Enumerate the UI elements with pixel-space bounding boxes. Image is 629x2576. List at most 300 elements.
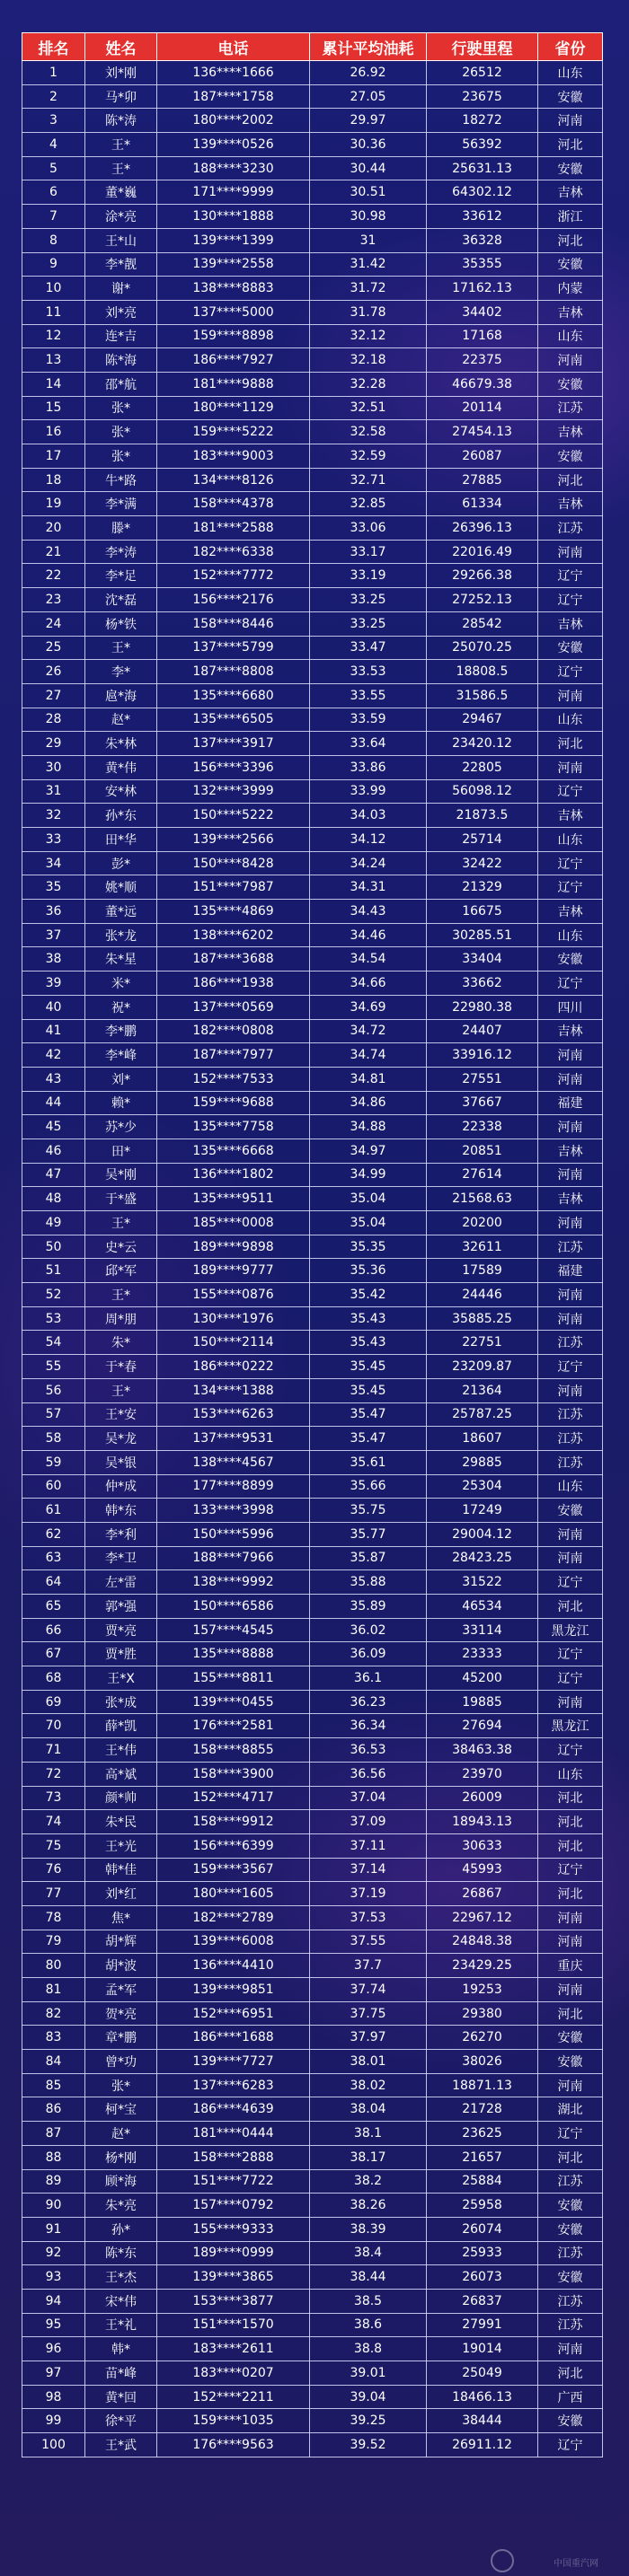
cell-rank: 21 [22, 540, 85, 564]
cell-rank: 34 [22, 851, 85, 875]
cell-name: 安*林 [85, 779, 157, 804]
cell-mileage: 33662 [427, 971, 538, 996]
cell-avg-fuel: 34.97 [310, 1139, 427, 1163]
cell-mileage: 31586.5 [427, 683, 538, 708]
cell-mileage: 18943.13 [427, 1810, 538, 1834]
cell-name: 李*鹏 [85, 1019, 157, 1043]
cell-rank: 29 [22, 732, 85, 756]
table-row [22, 1714, 603, 1738]
table-row [22, 1355, 603, 1379]
cell-mileage: 34402 [427, 300, 538, 324]
cell-province: 安徽 [538, 372, 603, 396]
cell-province: 河南 [538, 1690, 603, 1714]
cell-mileage: 28542 [427, 611, 538, 636]
cell-province: 吉林 [538, 900, 603, 924]
cell-name: 史*云 [85, 1235, 157, 1259]
cell-name: 王*杰 [85, 2265, 157, 2290]
table-row [22, 1810, 603, 1834]
cell-mileage: 22980.38 [427, 995, 538, 1019]
table-row [22, 1762, 603, 1786]
cell-name: 祝* [85, 995, 157, 1019]
cell-name: 王*山 [85, 228, 157, 252]
cell-mileage: 29266.38 [427, 564, 538, 588]
table-row [22, 324, 603, 348]
cell-province: 河北 [538, 468, 603, 492]
cell-mileage: 26087 [427, 444, 538, 469]
cell-avg-fuel: 35.61 [310, 1450, 427, 1474]
cell-rank: 59 [22, 1450, 85, 1474]
cell-avg-fuel: 34.31 [310, 875, 427, 900]
cell-rank: 87 [22, 2122, 85, 2146]
cell-rank: 58 [22, 1427, 85, 1451]
cell-avg-fuel: 35.43 [310, 1306, 427, 1331]
cell-name: 仲*成 [85, 1474, 157, 1499]
cell-phone: 186****0222 [157, 1355, 310, 1379]
cell-phone: 137****0569 [157, 995, 310, 1019]
table-row [22, 636, 603, 660]
cell-province: 河南 [538, 1211, 603, 1235]
cell-name: 刘*刚 [85, 61, 157, 85]
cell-phone: 186****1688 [157, 2026, 310, 2050]
cell-rank: 72 [22, 1762, 85, 1786]
cell-mileage: 38026 [427, 2050, 538, 2074]
cell-mileage: 22016.49 [427, 540, 538, 564]
cell-mileage: 37667 [427, 1091, 538, 1115]
cell-province: 辽宁 [538, 660, 603, 684]
table-row [22, 1474, 603, 1499]
cell-phone: 137****5000 [157, 300, 310, 324]
cell-name: 王* [85, 1211, 157, 1235]
cell-mileage: 32422 [427, 851, 538, 875]
cell-mileage: 21364 [427, 1378, 538, 1402]
cell-rank: 6 [22, 180, 85, 205]
cell-mileage: 29380 [427, 2001, 538, 2026]
table-row [22, 923, 603, 947]
table-row [22, 1378, 603, 1402]
cell-name: 周*朋 [85, 1306, 157, 1331]
cell-rank: 42 [22, 1043, 85, 1068]
cell-avg-fuel: 35.04 [310, 1187, 427, 1211]
table-row [22, 2433, 603, 2457]
cell-avg-fuel: 38.39 [310, 2217, 427, 2241]
cell-phone: 176****9563 [157, 2433, 310, 2457]
cell-avg-fuel: 38.04 [310, 2097, 427, 2122]
cell-phone: 156****3396 [157, 755, 310, 779]
cell-rank: 48 [22, 1187, 85, 1211]
table-row [22, 779, 603, 804]
cell-phone: 183****0207 [157, 2361, 310, 2386]
cell-name: 李*满 [85, 492, 157, 516]
cell-rank: 85 [22, 2073, 85, 2097]
cell-name: 赵* [85, 708, 157, 732]
cell-phone: 130****1976 [157, 1306, 310, 1331]
cell-mileage: 35885.25 [427, 1306, 538, 1331]
cell-phone: 187****1758 [157, 84, 310, 109]
cell-rank: 15 [22, 396, 85, 420]
cell-phone: 155****0876 [157, 1283, 310, 1307]
cell-avg-fuel: 30.44 [310, 156, 427, 180]
table-row [22, 1450, 603, 1474]
cell-mileage: 27614 [427, 1163, 538, 1187]
cell-rank: 56 [22, 1378, 85, 1402]
cell-province: 河南 [538, 1522, 603, 1546]
cell-province: 山东 [538, 1474, 603, 1499]
cell-avg-fuel: 29.97 [310, 109, 427, 133]
cell-rank: 61 [22, 1499, 85, 1523]
cell-mileage: 22375 [427, 348, 538, 373]
cell-rank: 4 [22, 133, 85, 157]
cell-mileage: 29885 [427, 1450, 538, 1474]
cell-mileage: 23420.12 [427, 732, 538, 756]
cell-phone: 157****0792 [157, 2194, 310, 2218]
cell-rank: 5 [22, 156, 85, 180]
cell-name: 扈*海 [85, 683, 157, 708]
cell-rank: 2 [22, 84, 85, 109]
cell-name: 李*足 [85, 564, 157, 588]
cell-rank: 67 [22, 1642, 85, 1666]
cell-mileage: 29004.12 [427, 1522, 538, 1546]
cell-phone: 152****6951 [157, 2001, 310, 2026]
cell-mileage: 23429.25 [427, 1954, 538, 1978]
cell-avg-fuel: 32.12 [310, 324, 427, 348]
cell-province: 河北 [538, 1810, 603, 1834]
cell-avg-fuel: 35.35 [310, 1235, 427, 1259]
table-row [22, 588, 603, 612]
cell-phone: 180****2002 [157, 109, 310, 133]
cell-province: 河北 [538, 732, 603, 756]
cell-phone: 158****8446 [157, 611, 310, 636]
cell-name: 韩*东 [85, 1499, 157, 1523]
cell-mileage: 46679.38 [427, 372, 538, 396]
cell-phone: 155****8811 [157, 1666, 310, 1691]
table-row [22, 2217, 603, 2241]
cell-province: 河南 [538, 1546, 603, 1570]
cell-province: 吉林 [538, 180, 603, 205]
cell-phone: 183****2611 [157, 2337, 310, 2361]
cell-phone: 150****5996 [157, 1522, 310, 1546]
cell-avg-fuel: 31.78 [310, 300, 427, 324]
cell-rank: 81 [22, 1978, 85, 2002]
cell-province: 河南 [538, 1930, 603, 1954]
cell-rank: 49 [22, 1211, 85, 1235]
cell-name: 张* [85, 444, 157, 469]
cell-name: 李*利 [85, 1522, 157, 1546]
cell-rank: 27 [22, 683, 85, 708]
cell-province: 辽宁 [538, 875, 603, 900]
cell-avg-fuel: 34.66 [310, 971, 427, 996]
table-row [22, 2289, 603, 2313]
cell-rank: 14 [22, 372, 85, 396]
table-row [22, 1690, 603, 1714]
cell-name: 陈*涛 [85, 109, 157, 133]
cell-mileage: 25304 [427, 1474, 538, 1499]
cell-phone: 182****2789 [157, 1905, 310, 1930]
watermark-logo-icon [491, 2549, 514, 2572]
cell-name: 于*春 [85, 1355, 157, 1379]
cell-name: 陈*海 [85, 348, 157, 373]
cell-province: 辽宁 [538, 1666, 603, 1691]
cell-avg-fuel: 31.42 [310, 252, 427, 277]
table-row [22, 611, 603, 636]
cell-avg-fuel: 32.59 [310, 444, 427, 469]
cell-province: 江苏 [538, 396, 603, 420]
cell-phone: 187****7977 [157, 1043, 310, 1068]
cell-rank: 96 [22, 2337, 85, 2361]
cell-province: 安徽 [538, 636, 603, 660]
cell-province: 辽宁 [538, 2122, 603, 2146]
cell-avg-fuel: 36.53 [310, 1738, 427, 1763]
cell-province: 吉林 [538, 492, 603, 516]
cell-province: 河北 [538, 2145, 603, 2169]
table-row [22, 1833, 603, 1858]
cell-name: 朱* [85, 1331, 157, 1355]
cell-name: 王*安 [85, 1402, 157, 1427]
cell-province: 辽宁 [538, 1858, 603, 1882]
table-row [22, 995, 603, 1019]
table-row [22, 1858, 603, 1882]
cell-phone: 158****9912 [157, 1810, 310, 1834]
cell-name: 王* [85, 133, 157, 157]
table-row [22, 1115, 603, 1139]
cell-avg-fuel: 35.66 [310, 1474, 427, 1499]
table-row [22, 1427, 603, 1451]
cell-phone: 157****4545 [157, 1618, 310, 1642]
table-row [22, 1235, 603, 1259]
cell-name: 董*远 [85, 900, 157, 924]
table-row [22, 828, 603, 852]
cell-phone: 181****2588 [157, 516, 310, 541]
cell-phone: 136****1802 [157, 1163, 310, 1187]
cell-province: 辽宁 [538, 779, 603, 804]
cell-phone: 187****8808 [157, 660, 310, 684]
table-row [22, 2050, 603, 2074]
cell-name: 朱*星 [85, 947, 157, 971]
cell-name: 颜*帅 [85, 1786, 157, 1810]
cell-mileage: 17249 [427, 1499, 538, 1523]
cell-rank: 57 [22, 1402, 85, 1427]
cell-phone: 152****7533 [157, 1067, 310, 1091]
cell-name: 胡*波 [85, 1954, 157, 1978]
header-mileage: 行驶里程 [427, 33, 538, 61]
cell-avg-fuel: 34.46 [310, 923, 427, 947]
cell-name: 姚*顺 [85, 875, 157, 900]
cell-avg-fuel: 38.1 [310, 2122, 427, 2146]
cell-province: 河南 [538, 540, 603, 564]
table-row [22, 1402, 603, 1427]
cell-avg-fuel: 32.28 [310, 372, 427, 396]
table-row [22, 2337, 603, 2361]
cell-rank: 83 [22, 2026, 85, 2050]
cell-phone: 151****7722 [157, 2169, 310, 2194]
cell-phone: 152****4717 [157, 1786, 310, 1810]
cell-mileage: 23625 [427, 2122, 538, 2146]
cell-phone: 135****6505 [157, 708, 310, 732]
cell-phone: 153****3877 [157, 2289, 310, 2313]
cell-avg-fuel: 35.36 [310, 1259, 427, 1283]
cell-rank: 19 [22, 492, 85, 516]
cell-rank: 53 [22, 1306, 85, 1331]
cell-mileage: 22967.12 [427, 1905, 538, 1930]
cell-mileage: 19885 [427, 1690, 538, 1714]
cell-name: 黄*伟 [85, 755, 157, 779]
cell-phone: 139****2566 [157, 828, 310, 852]
table-row [22, 2073, 603, 2097]
cell-name: 连*吉 [85, 324, 157, 348]
cell-phone: 159****3567 [157, 1858, 310, 1882]
cell-avg-fuel: 31.72 [310, 277, 427, 301]
cell-province: 江苏 [538, 516, 603, 541]
cell-province: 辽宁 [538, 851, 603, 875]
cell-province: 山东 [538, 61, 603, 85]
cell-phone: 159****9688 [157, 1091, 310, 1115]
cell-rank: 75 [22, 1833, 85, 1858]
cell-province: 辽宁 [538, 2433, 603, 2457]
table-row [22, 1163, 603, 1187]
cell-rank: 28 [22, 708, 85, 732]
cell-avg-fuel: 37.74 [310, 1978, 427, 2002]
cell-province: 江苏 [538, 1402, 603, 1427]
cell-avg-fuel: 34.43 [310, 900, 427, 924]
cell-name: 王* [85, 1378, 157, 1402]
cell-province: 河南 [538, 2073, 603, 2097]
cell-mileage: 19253 [427, 1978, 538, 2002]
table-row [22, 971, 603, 996]
cell-name: 涂*亮 [85, 205, 157, 229]
cell-province: 江苏 [538, 2289, 603, 2313]
cell-avg-fuel: 35.45 [310, 1378, 427, 1402]
cell-name: 李*靓 [85, 252, 157, 277]
cell-rank: 33 [22, 828, 85, 852]
cell-phone: 136****1666 [157, 61, 310, 85]
cell-province: 吉林 [538, 804, 603, 828]
cell-name: 吴*刚 [85, 1163, 157, 1187]
cell-mileage: 56392 [427, 133, 538, 157]
cell-mileage: 19014 [427, 2337, 538, 2361]
table-row [22, 1259, 603, 1283]
cell-province: 安徽 [538, 2409, 603, 2433]
cell-rank: 77 [22, 1882, 85, 1906]
cell-rank: 70 [22, 1714, 85, 1738]
table-row [22, 2026, 603, 2050]
cell-mileage: 61334 [427, 492, 538, 516]
table-row [22, 300, 603, 324]
cell-rank: 55 [22, 1355, 85, 1379]
cell-mileage: 26073 [427, 2265, 538, 2290]
table-row [22, 1019, 603, 1043]
cell-rank: 92 [22, 2241, 85, 2265]
cell-rank: 8 [22, 228, 85, 252]
cell-avg-fuel: 38.5 [310, 2289, 427, 2313]
table-row [22, 2001, 603, 2026]
cell-province: 广西 [538, 2385, 603, 2409]
cell-rank: 38 [22, 947, 85, 971]
cell-mileage: 31522 [427, 1570, 538, 1595]
cell-phone: 150****2114 [157, 1331, 310, 1355]
cell-mileage: 23333 [427, 1642, 538, 1666]
cell-avg-fuel: 39.25 [310, 2409, 427, 2433]
cell-mileage: 21657 [427, 2145, 538, 2169]
cell-mileage: 20200 [427, 1211, 538, 1235]
cell-avg-fuel: 37.97 [310, 2026, 427, 2050]
cell-mileage: 27694 [427, 1714, 538, 1738]
cell-rank: 26 [22, 660, 85, 684]
cell-province: 安徽 [538, 1499, 603, 1523]
cell-name: 杨*铁 [85, 611, 157, 636]
cell-name: 孙*东 [85, 804, 157, 828]
cell-phone: 151****7987 [157, 875, 310, 900]
cell-phone: 139****0526 [157, 133, 310, 157]
cell-name: 王* [85, 1283, 157, 1307]
cell-rank: 3 [22, 109, 85, 133]
table-row [22, 2169, 603, 2194]
table-row [22, 133, 603, 157]
cell-province: 黑龙江 [538, 1714, 603, 1738]
cell-avg-fuel: 37.19 [310, 1882, 427, 1906]
table-row [22, 947, 603, 971]
cell-province: 吉林 [538, 300, 603, 324]
cell-province: 辽宁 [538, 1738, 603, 1763]
table-row [22, 851, 603, 875]
cell-province: 河南 [538, 755, 603, 779]
cell-name: 孙* [85, 2217, 157, 2241]
cell-name: 高*斌 [85, 1762, 157, 1786]
cell-province: 湖北 [538, 2097, 603, 2122]
cell-rank: 16 [22, 420, 85, 444]
cell-rank: 52 [22, 1283, 85, 1307]
cell-mileage: 20851 [427, 1139, 538, 1163]
cell-province: 江苏 [538, 2241, 603, 2265]
cell-avg-fuel: 33.59 [310, 708, 427, 732]
cell-avg-fuel: 39.01 [310, 2361, 427, 2386]
cell-name: 朱*亮 [85, 2194, 157, 2218]
cell-province: 辽宁 [538, 971, 603, 996]
cell-name: 朱*民 [85, 1810, 157, 1834]
cell-rank: 7 [22, 205, 85, 229]
header-phone: 电话 [157, 33, 310, 61]
cell-phone: 182****0808 [157, 1019, 310, 1043]
cell-avg-fuel: 32.18 [310, 348, 427, 373]
cell-avg-fuel: 27.05 [310, 84, 427, 109]
cell-avg-fuel: 36.09 [310, 1642, 427, 1666]
cell-province: 河北 [538, 1595, 603, 1619]
cell-name: 李*峰 [85, 1043, 157, 1068]
cell-province: 安徽 [538, 444, 603, 469]
cell-mileage: 23209.87 [427, 1355, 538, 1379]
cell-avg-fuel: 33.25 [310, 588, 427, 612]
cell-phone: 133****3998 [157, 1499, 310, 1523]
cell-avg-fuel: 32.58 [310, 420, 427, 444]
cell-province: 安徽 [538, 947, 603, 971]
cell-name: 刘*红 [85, 1882, 157, 1906]
cell-province: 安徽 [538, 156, 603, 180]
cell-mileage: 25714 [427, 828, 538, 852]
cell-province: 河北 [538, 2361, 603, 2386]
cell-phone: 188****3230 [157, 156, 310, 180]
cell-phone: 152****7772 [157, 564, 310, 588]
header-rank: 排名 [22, 33, 85, 61]
cell-avg-fuel: 37.7 [310, 1954, 427, 1978]
cell-mileage: 33612 [427, 205, 538, 229]
cell-rank: 39 [22, 971, 85, 996]
cell-rank: 66 [22, 1618, 85, 1642]
cell-name: 王*武 [85, 2433, 157, 2457]
cell-province: 内蒙 [538, 277, 603, 301]
cell-phone: 186****1938 [157, 971, 310, 996]
cell-phone: 159****5222 [157, 420, 310, 444]
cell-rank: 40 [22, 995, 85, 1019]
cell-mileage: 23675 [427, 84, 538, 109]
cell-name: 郭*强 [85, 1595, 157, 1619]
